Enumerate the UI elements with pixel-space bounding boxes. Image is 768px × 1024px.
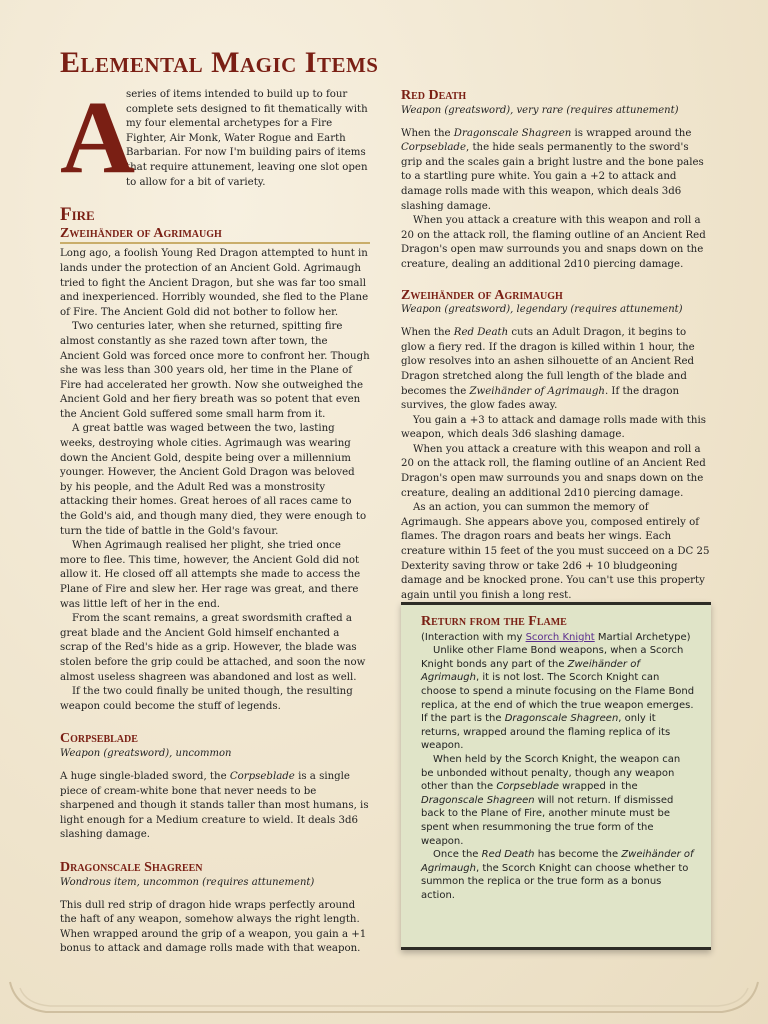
sidebar-paragraph-2: When held by the Scorch Knight, the weapon can be unbonded without penalty, though any weapon other than the Corpseblade wrapped in the Dragonscale Shagreen will not return. If dismissed back to the Plane of Fire, another minute must be spent when resummoning the true form of the weapon. [421,753,681,847]
zweihander-paragraph-3: When you attack a creature with this weapon and roll a 20 on the attack roll, the flaming outline of an Ancient Red Dragon's open maw surrounds you and snaps down on the creature, dealing an additional 2d10 piercing damage. [401,443,706,499]
item-heading-zweihander-lore: Zweihänder of Agrimaugh [60,227,370,245]
sidebar-paragraph-3: Once the Red Death has become the Zweihänder of Agrimaugh, the Scorch Knight can choose whether to summon the replica or the true form as a bonus action. [421,849,694,901]
red-death-paragraph-2: When you attack a creature with this weapon and roll a 20 on the attack roll, the flaming outline of an Ancient Red Dragon's open maw surrounds you and snaps down on the creature, dealing an additional 2d10 piercing damage. [401,215,706,270]
item-heading-dragonscale-shagreen: Dragonscale Shagreen [60,859,203,875]
item-heading-zweihander-item: Zweihänder of Agrimaugh [401,287,563,303]
lore-paragraph-1: Long ago, a foolish Young Red Dragon attempted to hunt in lands under the protection of an Ancient Gold. Agrimaugh tried to fight the Ancient Dragon, but she was far too small and inexperienced. Horribly wounded, she fled to the Plane of Fire. The Ancient Gold did not bother to follow her. [60,248,369,318]
sidebar-heading: Return from the Flame [421,614,567,629]
scorch-knight-link[interactable]: Scorch Knight [525,631,595,643]
zweihander-paragraph-2: You gain a +3 to attack and damage rolls made with this weapon, which deals 3d6 slashing damage. [401,414,706,441]
section-heading-fire: Fire [60,204,95,226]
item-heading-corpseblade: Corpseblade [60,731,138,747]
lore-paragraph-6: If the two could finally be united though, the resulting weapon could become the stuff of legends. [60,686,353,712]
intro [60,80,370,195]
sidebar-paragraph-1: Unlike other Flame Bond weapons, when a Scorch Knight bonds any part of the Zweihänder of Agrimaugh, it is not lost. The Scorch Knight can choose to spend a minute focusing on the Flame Bond replica, at the end of which the true weapon emerges. If the part is the Dragonscale Shagreen, only it returns, wrapped around the flaming replica of its weapon. [421,645,695,752]
footer-ornament [6,978,762,1018]
corpseblade-description: A huge single-bladed sword, the Corpseblade is a single piece of cream-white bone that never needs to be sharpened and though it stands taller than most humans, is light enough for a Medium creature to wield. It deals 3d6 slashing damage. [60,770,369,841]
zweihander-paragraph-1: When the Red Death cuts an Adult Dragon, it begins to glow a fiery red. If the dragon is killed within 1 hour, the glow resolves into an ashen silhouette of an Ancient Red Dragon stretched along the full length of the blade and becomes the Zweihänder of Agrimaugh. If the dragon survives, the glow fades away. [401,327,695,412]
dragonscale-subtitle: Wondrous item, uncommon (requires attunement) [60,876,315,888]
zweihander-paragraph-4: As an action, you can summon the memory of Agrimaugh. She appears above you, composed entirely of flames. The dragon roars and beats her wings. Each creature within 15 feet of the you must succeed on a DC 25 Dexterity saving throw or take 2d6 + 10 bludgeoning damage and be knocked prone. You can't use this property again until you finish a long rest. [401,502,710,601]
right-column [401,89,711,603]
page-title: Elemental Magic Items [60,46,379,79]
lore-paragraph-2: Two centuries later, when she returned, spitting fire almost constantly as she razed town after town, the Ancient Gold was forced once more to confront her. Though she was less than 300 years old, her time in the Plane of Fire had accelerated her growth. Now she outweighed the Ancient Gold and her fiery breath was so potent that even the Ancient Gold suffered some small harm from it. [60,321,370,420]
red-death-subtitle: Weapon (greatsword), very rare (requires attunement) [401,104,679,116]
corpseblade-subtitle: Weapon (greatsword), uncommon [60,747,232,759]
lore-paragraph-3: A great battle was waged between the two, lasting weeks, destroying whole cities. Agrimaugh was wearing down the Ancient Gold, despite being over a millennium younger. However, the Ancient Gold Dragon was beloved by his people, and the Adult Red was a monstrosity attacking their homes. Great heroes of all races came to the Gold's aid, and though many died, they were enough to turn the tide of battle in the Gold's favour. [60,423,367,537]
red-death-paragraph-1: When the Dragonscale Shagreen is wrapped around the Corpseblade, the hide seals permanently to the sword's grip and the scales gain a bright lustre and the bone pales to a startling pure white. You gain a +2 to attack and damage rolls made with this weapon, which deals 3d6 slashing damage. [401,127,704,212]
left-column [60,80,370,957]
dragonscale-description: This dull red strip of dragon hide wraps perfectly around the haft of any weapon, somehow always the right length. When wrapped around the grip of a weapon, you gain a +1 bonus to attack and damage rolls made with that weapon. [60,899,367,955]
sidebar-interaction-line: (Interaction with my Scorch Knight Martial Archetype) [421,631,691,643]
item-heading-red-death: Red Death [401,88,467,103]
intro-text: series of items intended to build up to four complete sets designed to fit thematically with my four elemental archetypes for a Fire Fighter, Air Monk, Water Rogue and Earth Barbarian. For now I'm building pairs of items that require attunement, leaving one slot open to allow for a bit of variety. [126,89,368,188]
zweihander-subtitle: Weapon (greatsword), legendary (requires attunement) [401,304,683,316]
dropcap: A [60,80,136,195]
lore-paragraph-4: When Agrimaugh realised her plight, she tried once more to flee. This time, however, the Ancient Gold did not allow it. He closed off all attempts she made to access the Plane of Fire and slew her. Her rage was great, and there was little left of her in the end. [60,540,361,610]
sidebar-return-from-the-flame [401,602,711,950]
lore-paragraph-5: From the scant remains, a great swordsmith crafted a great blade and the Ancient Gold himself enchanted a scrap of the Red's hide as a grip. However, the blade was stolen before the grip could be attached, and soon the now almost useless shagreen was abandoned and lost as well. [60,613,366,683]
